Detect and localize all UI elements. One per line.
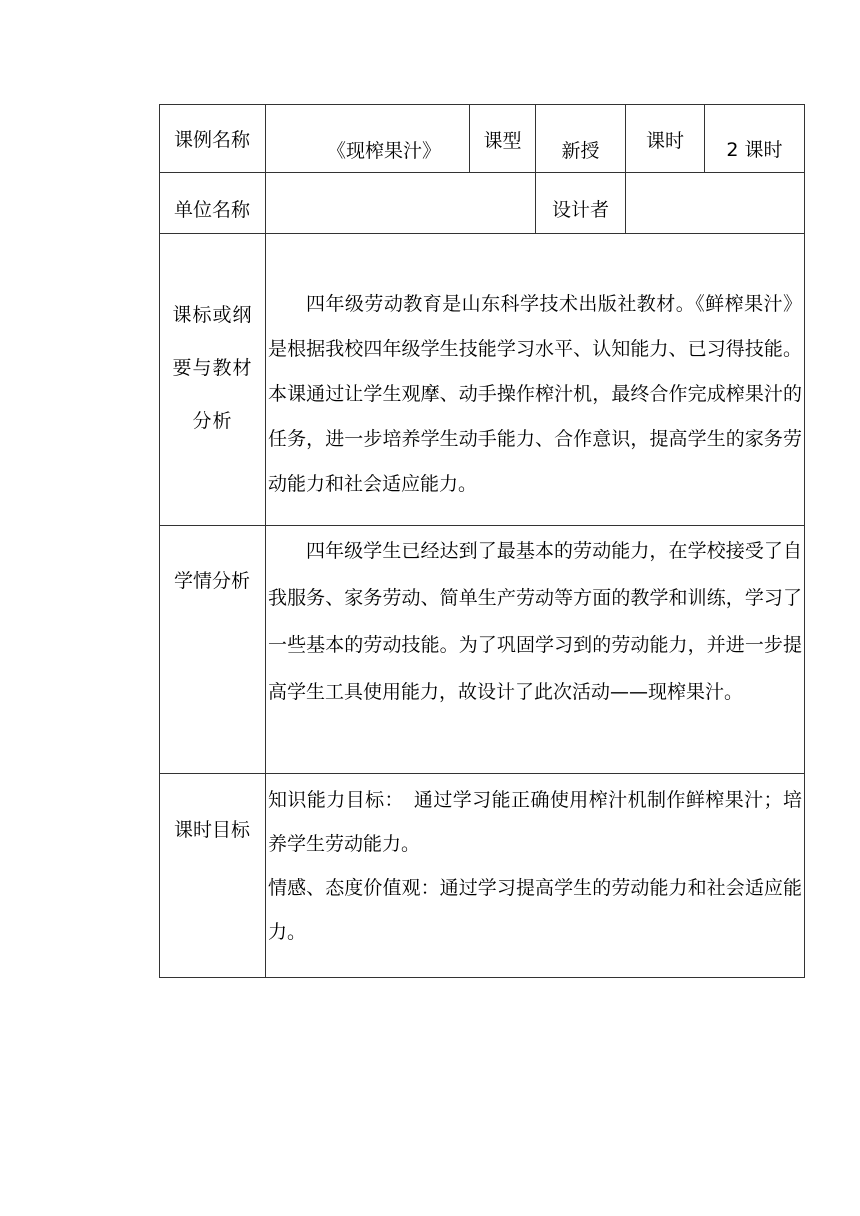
- learner-analysis-text: 四年级学生已经达到了最基本的劳动能力，在学校接受了自我服务、家务劳动、简单生产劳动等方面的教学和训练，学习了一些基本的劳动技能。为了巩固学习到的劳动能力，并进一步提高学生工具使用能力，故设计了此次活动——现榨果汁。: [268, 540, 802, 703]
- curriculum-analysis-text: 四年级劳动教育是山东科学技术出版社教材。《鲜榨果汁》是根据我校四年级学生技能学习水平、认知能力、已习得技能。本课通过让学生观摩、动手操作榨汁机，最终合作完成榨果汁的任务，进一步培养学生动手能力、合作意识，提高学生的家务劳动能力和社会适应能力。: [268, 293, 802, 495]
- curriculum-label-line-2: 要与教材: [172, 357, 253, 379]
- course-name-label: 课例名称: [173, 129, 250, 151]
- knowledge-ability-goal: 知识能力目标： 通过学习能正确使用榨汁机制作鲜榨果汁；培养学生劳动能力。: [268, 789, 802, 855]
- class-period-value: 2 课时: [726, 139, 783, 161]
- lesson-goals-text: [268, 778, 802, 954]
- designer-label: 设计者: [551, 199, 609, 221]
- curriculum-label-line-3: 分析: [192, 410, 233, 432]
- class-period-label: 课时: [645, 130, 684, 152]
- emotion-attitude-goal: 情感、态度价值观：通过学习提高学生的劳动能力和社会适应能力。: [268, 877, 802, 943]
- course-type-value: 新授: [561, 140, 600, 162]
- curriculum-analysis-label: [160, 300, 265, 439]
- course-name-value: 《现榨果汁》: [326, 140, 441, 162]
- curriculum-label-line-1: 课标或纲: [172, 304, 253, 326]
- learner-analysis-label: 学情分析: [173, 570, 250, 592]
- unit-name-label: 单位名称: [173, 199, 250, 221]
- lesson-goals-label: 课时目标: [173, 819, 250, 841]
- course-type-label: 课型: [483, 130, 522, 152]
